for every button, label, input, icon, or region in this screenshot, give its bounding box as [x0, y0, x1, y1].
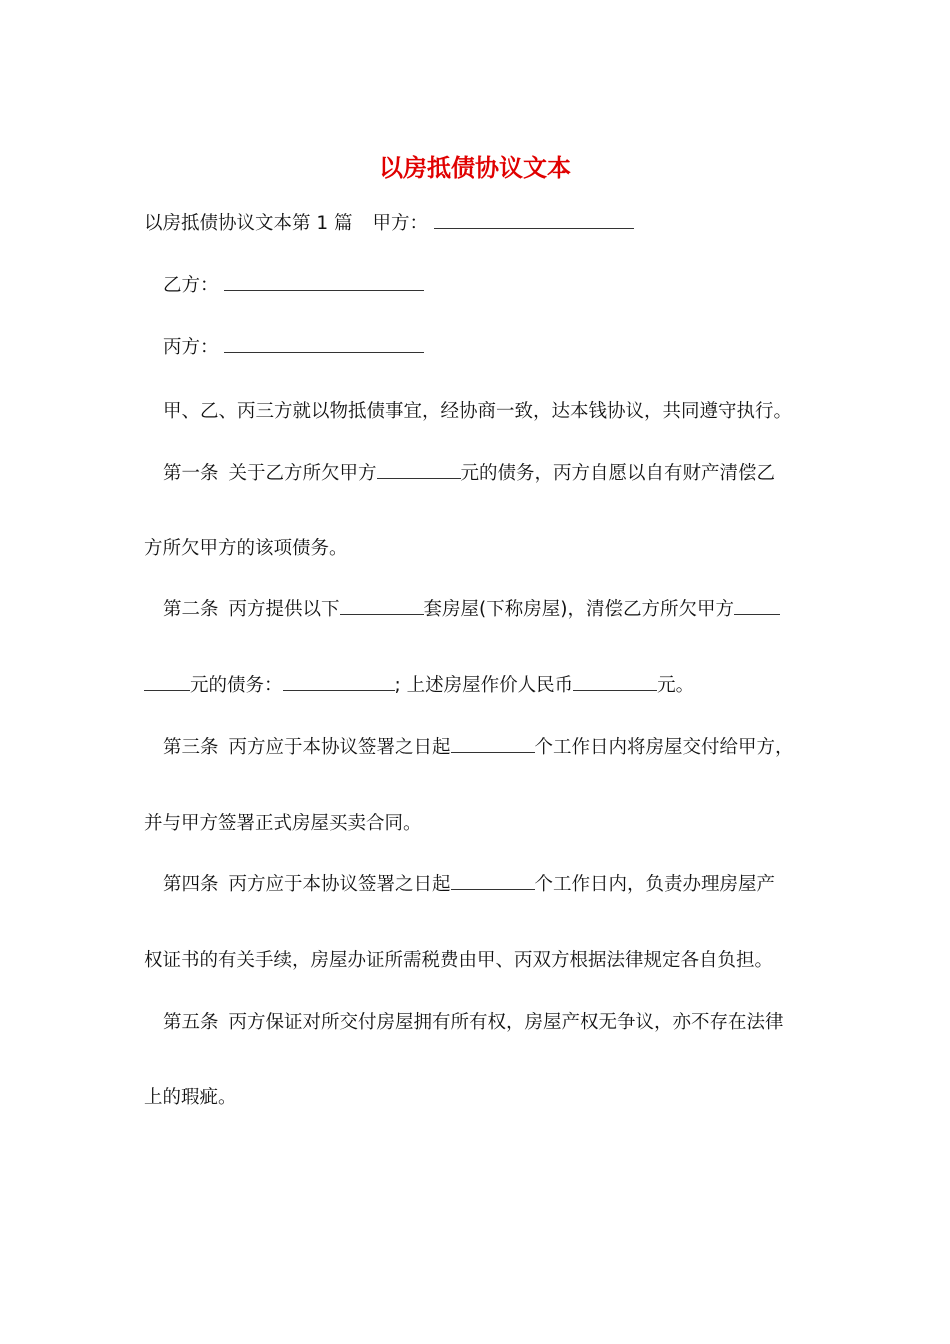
party-b-blank[interactable] — [224, 272, 424, 291]
party-b-line — [163, 272, 424, 300]
article-2-heading: 第二条 — [163, 599, 219, 620]
article-5-line-2: 上的瑕疵。 — [144, 1087, 237, 1108]
article-3-heading: 第三条 — [163, 737, 219, 758]
article-2-count-blank[interactable] — [340, 596, 424, 615]
article-3-days-blank[interactable] — [451, 734, 535, 753]
article-2-detail-blank[interactable] — [283, 672, 395, 691]
party-b-label: 乙方： — [163, 275, 219, 296]
article-5-line-1: 第五条 丙方保证对所交付房屋拥有所有权，房屋产权无争议，亦不存在法律 — [163, 1012, 784, 1033]
article-1-heading: 第一条 — [163, 463, 219, 484]
article-1-line-2: 方所欠甲方的该项债务。 — [144, 538, 348, 559]
article-3-line-1: 第三条 丙方应于本协议签署之日起 个工作日内将房屋交付给甲方， — [163, 734, 794, 762]
article-4-line-2: 权证书的有关手续，房屋办证所需税费由甲、丙双方根据法律规定各自负担。 — [144, 950, 774, 971]
document-title: 以房抵债协议文本 — [379, 153, 571, 182]
article-4-line-1: 第四条 丙方应于本协议签署之日起 个工作日内，负责办理房屋产 — [163, 871, 775, 899]
party-a-label: 甲方： — [372, 213, 429, 234]
article-1-line-1: 第一条 关于乙方所欠甲方 元的债务，丙方自愿以自有财产清偿乙 — [163, 460, 775, 488]
article-2-debt-blank-a[interactable] — [734, 596, 780, 615]
article-3-line-2: 并与甲方签署正式房屋买卖合同。 — [144, 813, 422, 834]
article-2-price-blank[interactable] — [573, 672, 657, 691]
article-4-heading: 第四条 — [163, 874, 219, 895]
article-2-line-2: 元的债务： ; 上述房屋作价人民币 元。 — [144, 672, 694, 700]
article-5-heading: 第五条 — [163, 1012, 219, 1033]
party-c-label: 丙方： — [163, 337, 219, 358]
party-c-line — [163, 334, 424, 362]
intro-label: 以房抵债协议文本第 1 篇 — [144, 213, 353, 234]
article-2-line-1: 第二条 丙方提供以下 套房屋(下称房屋)，清偿乙方所欠甲方 — [163, 596, 780, 624]
party-a-blank[interactable] — [434, 210, 634, 229]
intro-line — [144, 210, 634, 238]
article-1-amount-blank[interactable] — [377, 460, 461, 479]
article-2-debt-blank-b[interactable] — [144, 672, 190, 691]
article-4-days-blank[interactable] — [451, 871, 535, 890]
party-c-blank[interactable] — [224, 334, 424, 353]
preamble: 甲、乙、丙三方就以物抵债事宜，经协商一致，达本钱协议，共同遵守执行。 — [163, 401, 793, 422]
